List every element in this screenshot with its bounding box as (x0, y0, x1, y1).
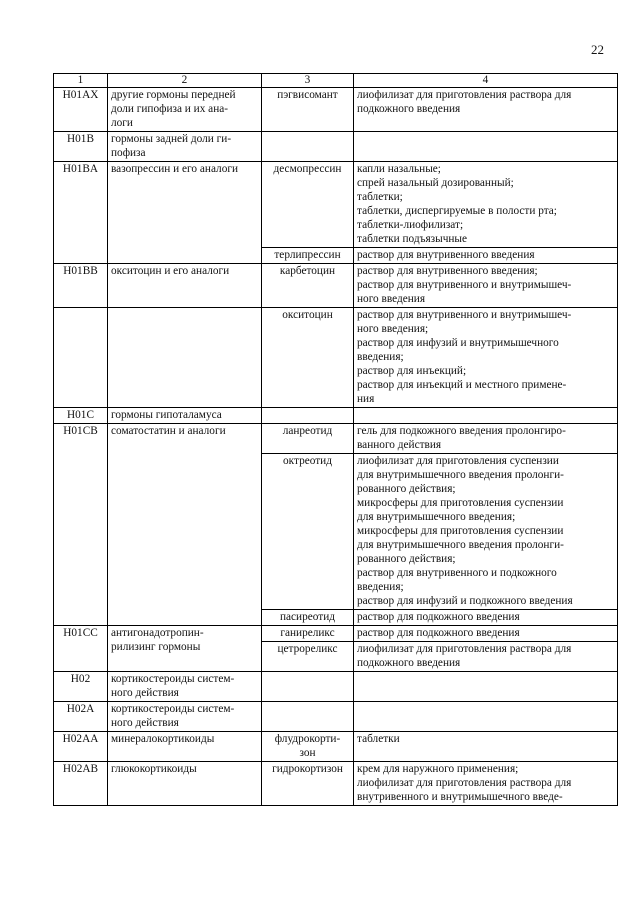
text-line: микросферы для приготовления суспензии (357, 497, 564, 509)
atc-code: H01BA (54, 162, 108, 264)
text-line: гормоны задней доли ги- (111, 133, 232, 145)
table-row (54, 424, 618, 454)
table-row (54, 408, 618, 424)
table-row (54, 264, 618, 308)
table-row (54, 762, 618, 806)
text-line: лиофилизат для приготовления суспензии (357, 455, 559, 467)
text-line: логи (111, 117, 133, 129)
dosage-forms-empty (354, 702, 618, 732)
atc-code: H01C (54, 408, 108, 424)
text-line: раствор для внутривенного введения (357, 249, 535, 261)
text-line: таблетки (357, 733, 400, 745)
text-line: капли назальные; (357, 163, 441, 175)
drug-name-empty (262, 408, 354, 424)
atc-code: H01AX (54, 88, 108, 132)
text-line: для внутримышечного введения пролонги- (357, 469, 564, 481)
table-row (54, 672, 618, 702)
text-line: гель для подкожного введения пролонгиро- (357, 425, 566, 437)
text-line: ного введения (357, 293, 426, 305)
atc-group-empty (108, 308, 262, 408)
dosage-forms (354, 610, 618, 626)
text-line: раствор для инфузий и подкожного введения (357, 595, 573, 607)
table-row (54, 702, 618, 732)
text-line: соматостатин и аналоги (111, 425, 226, 437)
text-line: раствор для инъекций и местного примене- (357, 379, 567, 391)
text-line: раствор для инъекций; (357, 365, 467, 377)
header-row (54, 74, 618, 88)
atc-code: H01CC (54, 626, 108, 672)
text-line: введения; (357, 581, 404, 593)
header-col-2: 2 (108, 74, 262, 88)
dosage-forms (354, 264, 618, 308)
text-line: подкожного введения (357, 657, 461, 669)
drug-name: цетрореликс (262, 642, 354, 672)
drug-name: пасиреотид (262, 610, 354, 626)
atc-code-empty (54, 308, 108, 408)
atc-code: H02A (54, 702, 108, 732)
atc-group (108, 162, 262, 264)
text-line: доли гипофиза и их ана- (111, 103, 229, 115)
header-col-4: 4 (354, 74, 618, 88)
text-line: введения; (357, 351, 404, 363)
header-col-1: 1 (54, 74, 108, 88)
drug-name: пэгвисомант (262, 88, 354, 132)
dosage-forms (354, 642, 618, 672)
text-line: гормоны гипоталамуса (111, 409, 222, 421)
drug-table (53, 73, 618, 806)
drug-name: ганиреликс (262, 626, 354, 642)
atc-group (108, 626, 262, 672)
text-line: глюкокортикоиды (111, 763, 197, 775)
table-row (54, 308, 618, 408)
dosage-forms (354, 248, 618, 264)
text-line: пофиза (111, 147, 146, 159)
text-line: таблетки; (357, 191, 403, 203)
text-line: раствор для внутривенного и подкожного (357, 567, 557, 579)
page-number: 22 (591, 42, 604, 57)
text-line: антигонадотропин- (111, 627, 204, 639)
dosage-forms-empty (354, 132, 618, 162)
text-line: окситоцин и его аналоги (111, 265, 230, 277)
text-line: вазопрессин и его аналоги (111, 163, 239, 175)
dosage-forms-empty (354, 408, 618, 424)
text-line: лиофилизат для приготовления раствора для (357, 89, 572, 101)
atc-group (108, 88, 262, 132)
text-line: рованного действия; (357, 483, 456, 495)
drug-name-empty (262, 672, 354, 702)
atc-code: H01B (54, 132, 108, 162)
text-line: кортикостероиды систем- (111, 703, 235, 715)
drug-name (262, 732, 354, 762)
text-line: ванного действия (357, 439, 442, 451)
dosage-forms (354, 626, 618, 642)
text-line: ного действия (111, 687, 179, 699)
text-line: рованного действия; (357, 553, 456, 565)
drug-name-empty (262, 132, 354, 162)
text-line: лиофилизат для приготовления раствора для (357, 643, 572, 655)
atc-group (108, 732, 262, 762)
text-line: другие гормоны передней (111, 89, 236, 101)
drug-name: ланреотид (262, 424, 354, 454)
atc-group (108, 672, 262, 702)
text-line: флудрокорти- (274, 733, 341, 745)
atc-group (108, 132, 262, 162)
text-line: таблетки подъязычные (357, 233, 468, 245)
text-line: ного введения; (357, 323, 429, 335)
text-line: таблетки, диспергируемые в полости рта; (357, 205, 557, 217)
text-line: рилизинг гормоны (111, 641, 201, 653)
drug-name: десмопрессин (262, 162, 354, 248)
table-row (54, 132, 618, 162)
dosage-forms (354, 162, 618, 248)
dosage-forms (354, 88, 618, 132)
dosage-forms (354, 732, 618, 762)
text-line: микросферы для приготовления суспензии (357, 525, 564, 537)
dosage-forms (354, 308, 618, 408)
text-line: подкожного введения (357, 103, 461, 115)
text-line: для внутримышечного введения; (357, 511, 516, 523)
drug-name: карбетоцин (262, 264, 354, 308)
atc-group (108, 408, 262, 424)
text-line: для внутримышечного введения пролонги- (357, 539, 564, 551)
text-line: раствор для внутривенного введения; (357, 265, 538, 277)
text-line: раствор для внутривенного и внутримышеч- (357, 279, 572, 291)
atc-code: H01CB (54, 424, 108, 626)
text-line: ния (357, 393, 375, 405)
drug-name: окситоцин (262, 308, 354, 408)
header-col-3: 3 (262, 74, 354, 88)
text-line: зон (299, 747, 316, 759)
atc-group (108, 264, 262, 308)
atc-code: H02AB (54, 762, 108, 806)
drug-name-empty (262, 702, 354, 732)
text-line: минералокортикоиды (111, 733, 215, 745)
table-row (54, 88, 618, 132)
text-line: раствор для подкожного введения (357, 627, 520, 639)
atc-code: H02 (54, 672, 108, 702)
text-line: спрей назальный дозированный; (357, 177, 514, 189)
text-line: ного действия (111, 717, 179, 729)
text-line: кортикостероиды систем- (111, 673, 235, 685)
drug-name: гидрокортизон (262, 762, 354, 806)
dosage-forms (354, 454, 618, 610)
dosage-forms (354, 762, 618, 806)
atc-group (108, 762, 262, 806)
table-row (54, 162, 618, 248)
dosage-forms (354, 424, 618, 454)
table-row (54, 626, 618, 642)
dosage-forms-empty (354, 672, 618, 702)
text-line: внутривенного и внутримышечного введе- (357, 791, 563, 803)
text-line: лиофилизат для приготовления раствора для (357, 777, 572, 789)
text-line: раствор для инфузий и внутримышечного (357, 337, 559, 349)
drug-name: октреотид (262, 454, 354, 610)
drug-name: терлипрессин (262, 248, 354, 264)
text-line: крем для наружного применения; (357, 763, 519, 775)
atc-group (108, 702, 262, 732)
text-line: таблетки-лиофилизат; (357, 219, 464, 231)
text-line: раствор для подкожного введения (357, 611, 520, 623)
atc-code: H02AA (54, 732, 108, 762)
text-line: раствор для внутривенного и внутримышеч- (357, 309, 572, 321)
table-row (54, 732, 618, 762)
atc-code: H01BB (54, 264, 108, 308)
atc-group (108, 424, 262, 626)
